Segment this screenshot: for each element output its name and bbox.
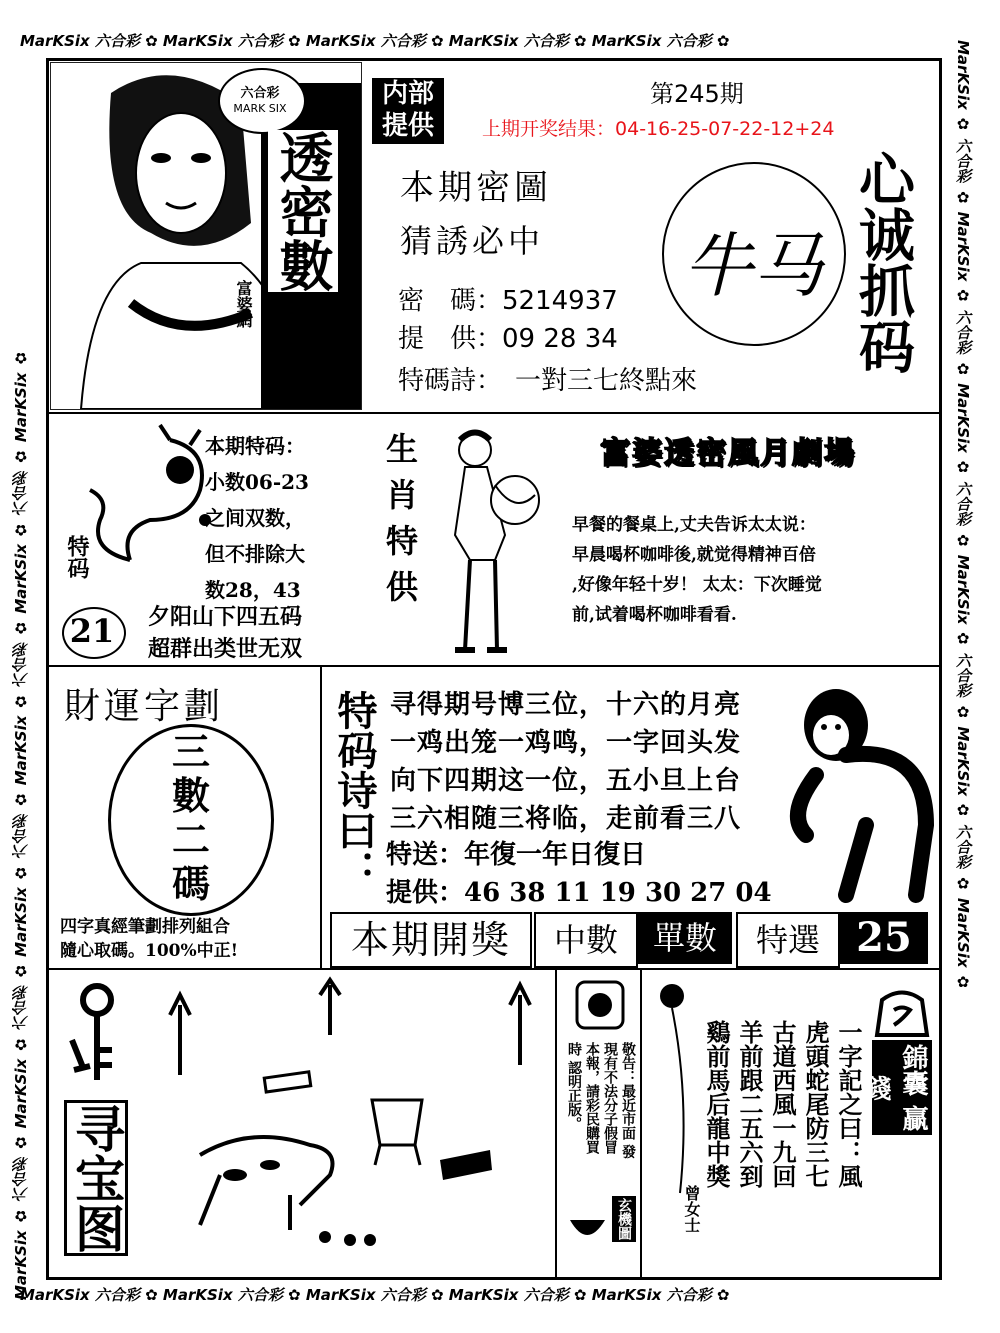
issue-number: 第245期 bbox=[650, 80, 744, 108]
treasure-label: 寻宝图 bbox=[64, 1100, 128, 1256]
treasure-map-image bbox=[140, 975, 555, 1275]
fortune-footer-1: 四字真經筆劃排列組合 bbox=[60, 917, 230, 937]
special-side-label: 特码 bbox=[64, 535, 90, 579]
monkey-image bbox=[776, 675, 941, 905]
bag-label bbox=[861, 1040, 932, 1135]
last-result bbox=[482, 114, 834, 141]
pinup-girl-image bbox=[425, 425, 545, 660]
divider-v3 bbox=[640, 968, 642, 1280]
poem-row bbox=[398, 360, 697, 397]
logo-cn: 六合彩 bbox=[240, 86, 280, 101]
vertical-title: 透密數 bbox=[268, 130, 338, 292]
poem-vertical-label: 特码诗曰： bbox=[331, 690, 378, 890]
oval-char: 數 bbox=[171, 773, 210, 818]
divider-3 bbox=[46, 968, 942, 970]
notice-line: 認明正版。 bbox=[566, 1060, 582, 1131]
riddle-col: 鷄前馬后龍中獎 bbox=[702, 1020, 731, 1188]
divider-v2 bbox=[555, 968, 557, 1280]
draw-item-3: 特選 bbox=[736, 912, 840, 968]
border-right: MarKSix ✿ 六合彩 ✿ MarKSix ✿ 六合彩 ✿ MarKSix ✿ 六合彩 ✿ MarKSix ✿ 六合彩 ✿ MarKSix ✿ 六合彩 ✿ MarKSix ✿ bbox=[954, 40, 972, 991]
notice-text bbox=[565, 1042, 637, 1167]
poem-line: 寻得期号博三位，十六的月亮 bbox=[390, 690, 742, 720]
gift-value: 年復一年日復日 bbox=[464, 840, 647, 870]
story-line: 前,试着喝杯咖啡看看. bbox=[572, 605, 737, 625]
oval-char: 碼 bbox=[171, 861, 210, 906]
poem-label: 特碼詩： bbox=[398, 366, 490, 396]
poem-provide-label: 提供： bbox=[386, 878, 465, 908]
story-text bbox=[572, 510, 937, 630]
badge-line2: 提供 bbox=[381, 111, 434, 141]
poem-line: 向下四期这一位，五小旦上台 bbox=[390, 766, 742, 796]
story-line: ,好像年轻十岁！ 太太：下次睡觉 bbox=[572, 575, 822, 595]
bottom-line-1: 夕阳山下四五码 bbox=[148, 604, 303, 630]
provide-label: 提 供： bbox=[398, 324, 503, 354]
special-lines bbox=[205, 428, 375, 608]
gift-label: 特送： bbox=[386, 840, 465, 870]
site-label: 富婆網 bbox=[234, 280, 253, 328]
special-line: 小数06-23 bbox=[205, 470, 309, 494]
story-line: 早餐的餐桌上,丈夫告诉太太说： bbox=[572, 515, 816, 535]
scroll-icon bbox=[650, 978, 695, 1198]
code-value: 5214937 bbox=[502, 286, 618, 316]
special-line: 之间双数， bbox=[205, 506, 305, 530]
special-number: 21 bbox=[69, 612, 115, 650]
last-result-label: 上期开奖结果： bbox=[482, 118, 616, 140]
zodiac-vertical: 生肖特供 bbox=[381, 432, 419, 616]
bag-label-text: 錦囊 bbox=[898, 1043, 928, 1096]
bag-icon bbox=[872, 985, 932, 1040]
fortune-oval-text bbox=[108, 730, 274, 906]
special-line: 本期特码： bbox=[205, 434, 305, 458]
poem-line: 三六相随三将临，走前看三八 bbox=[390, 804, 742, 834]
story-line: 早晨喝杯咖啡後,就觉得精神百倍 bbox=[572, 545, 816, 565]
notice-icon bbox=[575, 980, 625, 1030]
oval-char: 三 bbox=[171, 729, 210, 774]
border-left: MarKSix ✿ 六合彩 ✿ MarKSix ✿ 六合彩 ✿ MarKSix ✿ 六合彩 ✿ MarKSix ✿ 六合彩 ✿ MarKSix ✿ 六合彩 ✿ MarKSix ✿ bbox=[12, 349, 30, 1300]
bottom-line-2: 超群出类世无双 bbox=[148, 636, 303, 662]
provide-row bbox=[398, 318, 618, 355]
author: 曾女士 bbox=[682, 1185, 701, 1233]
code-label: 密 碼： bbox=[398, 286, 503, 316]
draw-title: 本期開獎 bbox=[330, 912, 532, 968]
poem-lines bbox=[390, 686, 741, 838]
fortune-title: 財運字劃 bbox=[64, 686, 225, 727]
notice-line: 敬告：最近市面 bbox=[620, 1042, 636, 1140]
poem-provide-value: 46 38 11 19 30 27 04 bbox=[464, 878, 772, 908]
riddle-col: 古道西風一九回 bbox=[768, 1020, 797, 1188]
secret-title: 本期密圖 bbox=[400, 168, 552, 208]
badge-line1: 内部 bbox=[381, 79, 434, 109]
border-bottom: MarKSix 六合彩 ✿ MarKSix 六合彩 ✿ MarKSix 六合彩 ✿ MarKSix 六合彩 ✿ MarKSix 六合彩 ✿ bbox=[20, 1286, 730, 1304]
money-label: 贏錢 bbox=[861, 1074, 928, 1132]
border-top: MarKSix 六合彩 ✿ MarKSix 六合彩 ✿ MarKSix 六合彩 ✿ MarKSix 六合彩 ✿ MarKSix 六合彩 ✿ bbox=[20, 32, 730, 50]
fortune-footer-2: 隨心取碼。100%中正! bbox=[60, 941, 239, 961]
draw-item-2: 單數 bbox=[638, 912, 732, 964]
poem-value: 一對三七終點來 bbox=[515, 366, 698, 396]
marksix-logo bbox=[218, 68, 306, 134]
poem-provide-row bbox=[386, 872, 772, 909]
code-row bbox=[398, 280, 618, 317]
divider-v1 bbox=[320, 665, 322, 968]
poem-gift-row bbox=[386, 834, 646, 871]
special-line: 数28，43 bbox=[205, 578, 301, 602]
cauldron-icon bbox=[565, 1210, 610, 1250]
draw-item-1: 中數 bbox=[534, 912, 638, 968]
secret-riddle: 猜誘必中 bbox=[400, 222, 545, 260]
circle-text: 牛马 bbox=[683, 225, 823, 307]
oval-char: 二 bbox=[171, 817, 210, 862]
slogan: 心诚抓码 bbox=[850, 150, 916, 374]
story-title: 富婆透密風月劇場 bbox=[600, 436, 856, 471]
riddle-col: 虎頭蛇尾防三七 bbox=[801, 1020, 830, 1188]
riddle-columns bbox=[700, 988, 865, 1188]
logo-en: MARK SIX bbox=[233, 102, 287, 115]
riddle-col: 一字記之曰：風 bbox=[834, 1020, 863, 1188]
key-icon bbox=[62, 980, 132, 1090]
internal-badge bbox=[372, 78, 444, 144]
poem-line: 一鸡出笼一鸡鸣，一字回头发 bbox=[390, 728, 742, 758]
special-line: 但不排除大 bbox=[205, 542, 305, 566]
divider-1 bbox=[46, 412, 942, 414]
notice-line: 發現有不法分子假冒 bbox=[602, 1042, 636, 1159]
notice-line: 本報，請彩民購買時 bbox=[566, 1042, 600, 1154]
draw-number: 25 bbox=[840, 912, 928, 964]
riddle-col: 羊前跟二五六到 bbox=[735, 1020, 764, 1188]
mystic-label: 玄機圖 bbox=[612, 1196, 636, 1242]
provide-value: 09 28 34 bbox=[502, 324, 618, 354]
last-result-value: 04-16-25-07-22-12+24 bbox=[615, 118, 835, 140]
